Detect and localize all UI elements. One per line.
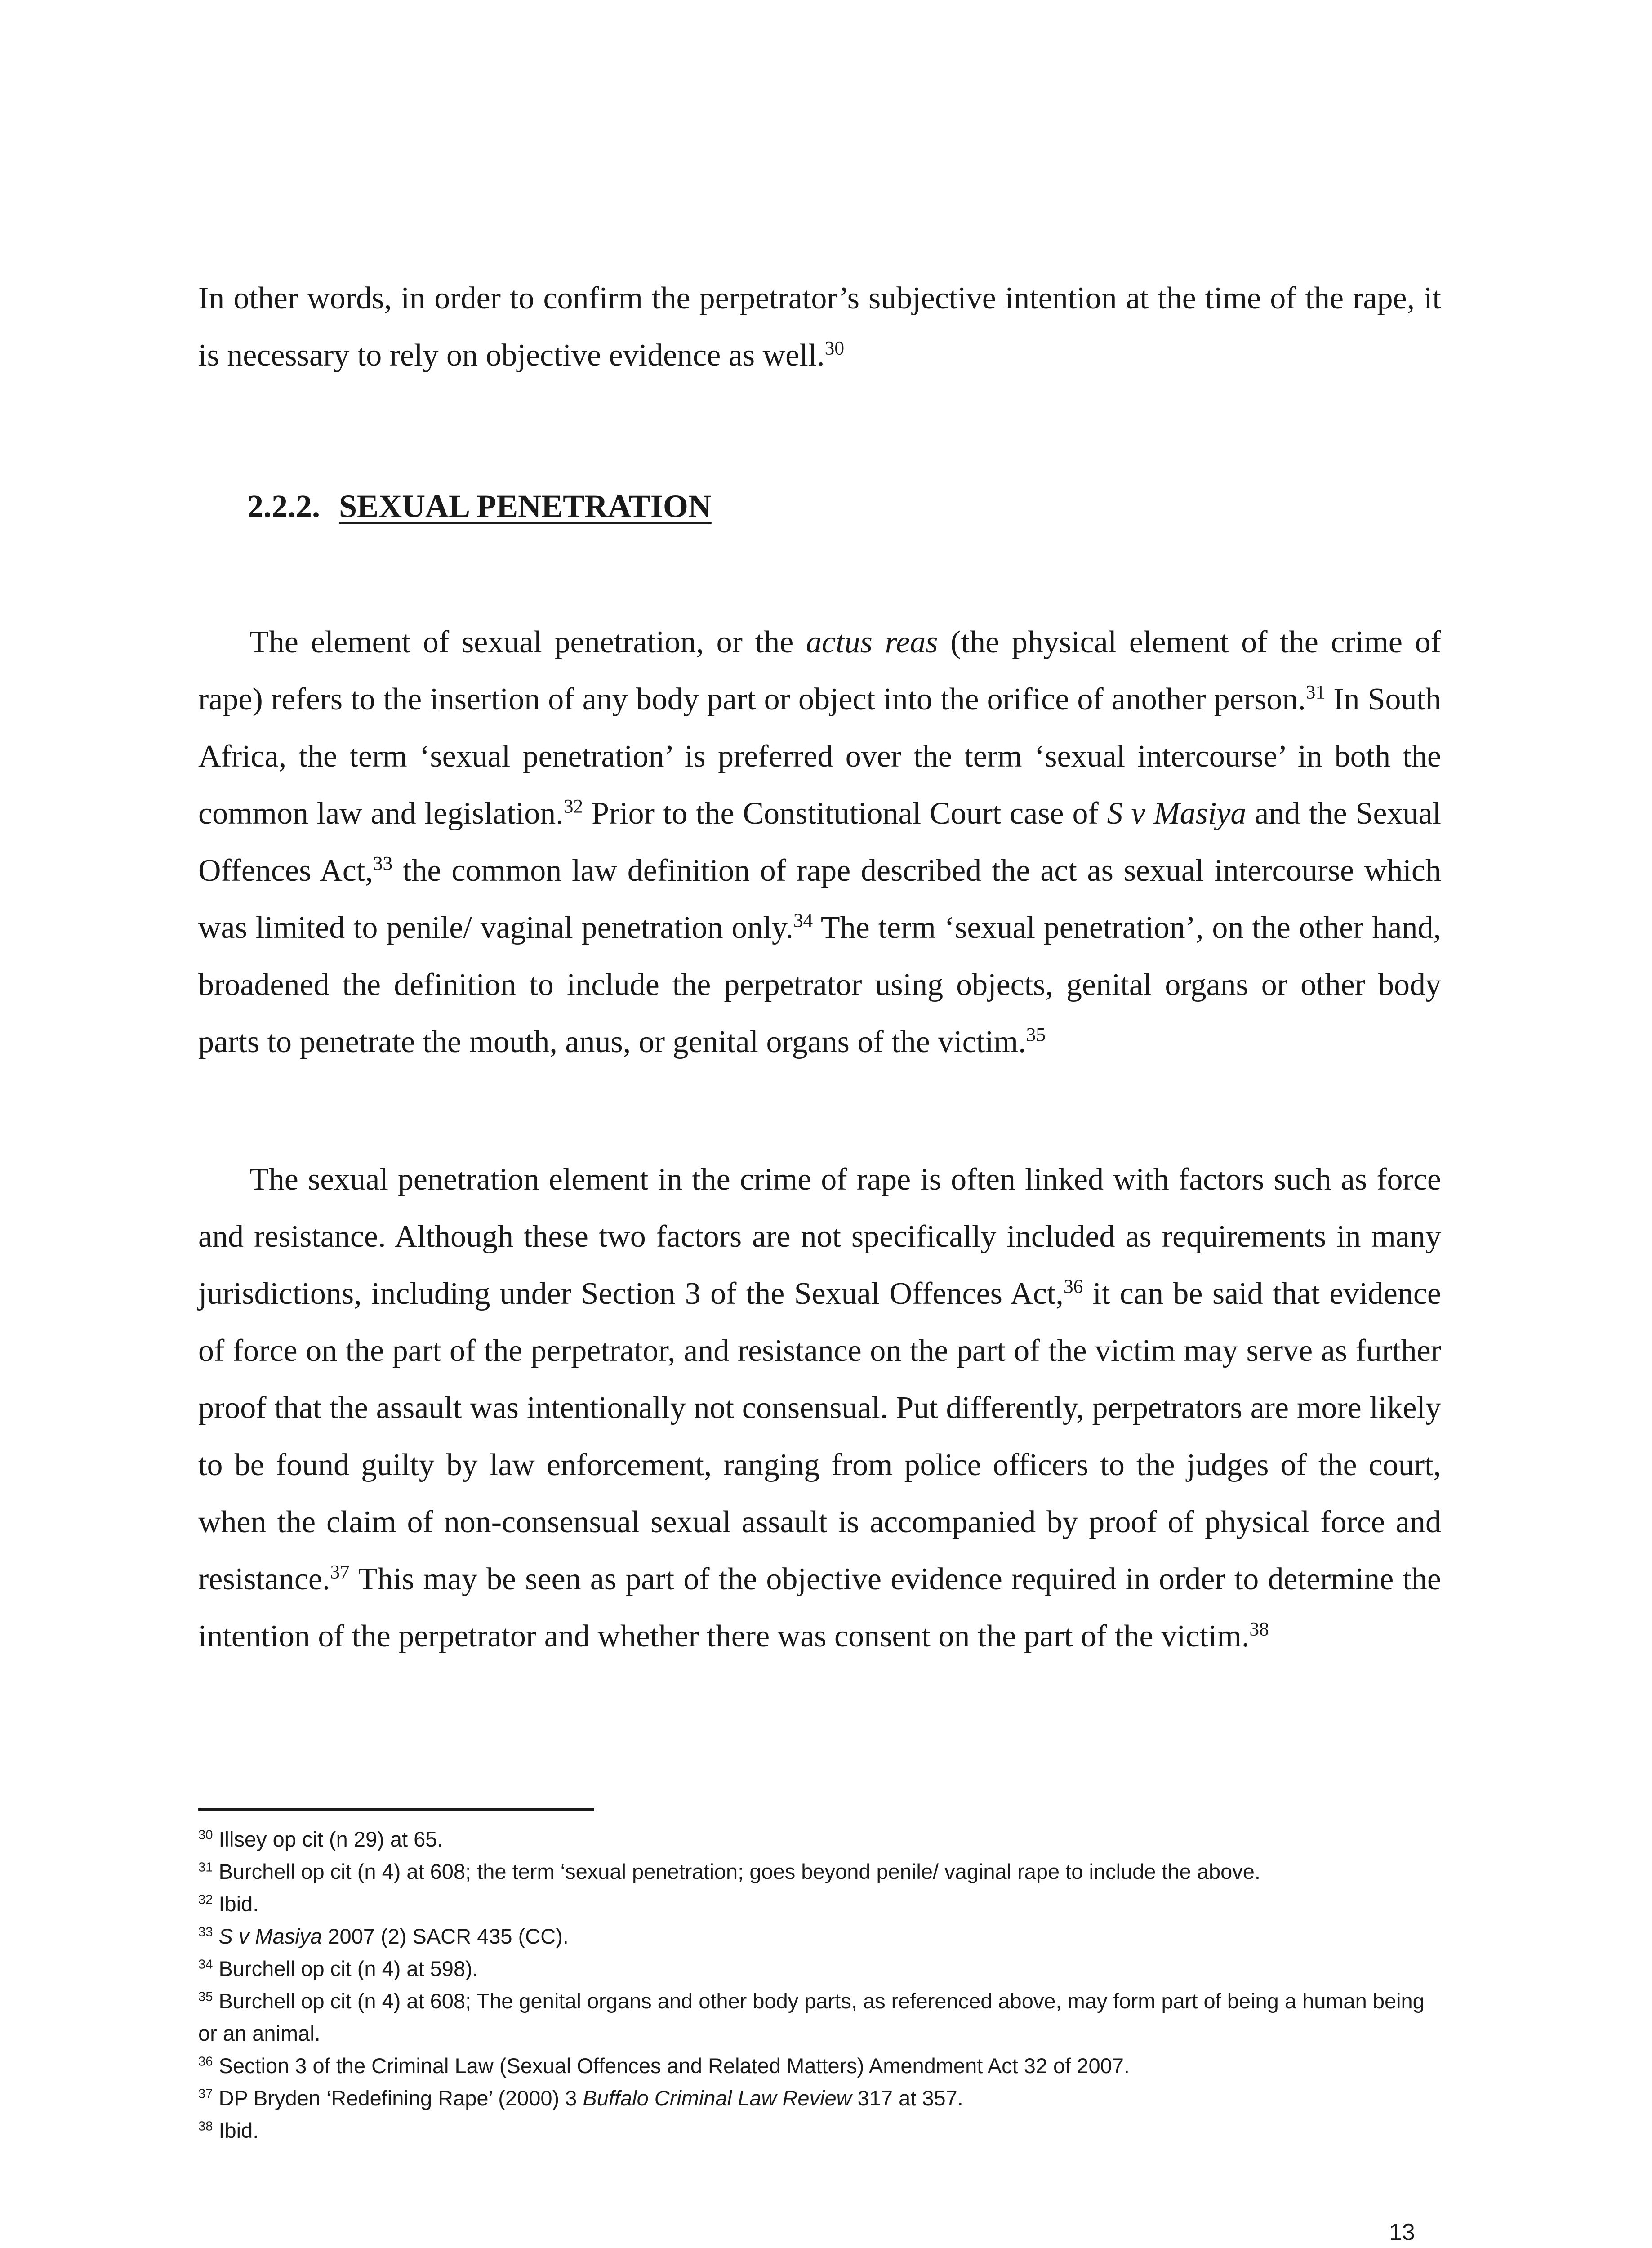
- section-heading: [247, 488, 712, 525]
- para1-emphasis-actus-reas: actus reas: [806, 625, 938, 660]
- footnote-ref-35[interactable]: 35: [1026, 1024, 1046, 1046]
- para2-text: This may be seen as part of the objective evidence required in order to determine the intention of the perpetrator and whether there was consent on the part of the victim.: [198, 1562, 1441, 1654]
- footnote-35: [198, 1985, 1448, 2050]
- footnote-30: [198, 1823, 1448, 1855]
- footnote-ref-36[interactable]: 36: [1063, 1276, 1083, 1298]
- footnote-text: 317 at 357.: [851, 2086, 963, 2110]
- footnote-text: Section 3 of the Criminal Law (Sexual Offences and Related Matters) Amendment Act 32 of 2007.: [213, 2054, 1130, 2078]
- footnote-text: Ibid.: [213, 1892, 259, 1916]
- footnote-text: Burchell op cit (n 4) at 598).: [213, 1957, 478, 1980]
- footnote-ref-34[interactable]: 34: [793, 910, 813, 932]
- footnote-text: Burchell op cit (n 4) at 608; the term ‘sexual penetration; goes beyond penile/ vaginal rape to include the above.: [213, 1860, 1260, 1883]
- para2-text: The sexual penetration element in the crime of rape is often linked with factors such as force and resistance. Although these two factors are not specifically included as requirements in many jurisdictions, including under Section 3 of the Sexual Offences Act,: [198, 1162, 1441, 1311]
- para2-text: it can be said that evidence of force on the part of the perpetrator, and resistance on the part of the victim may serve as further proof that the assault was intentionally not consensual. Put differently, perpetrators are more likely to be found guilty by law enforcement, ranging from police officers to the judges of the court, when the claim of non-consensual sexual assault is accompanied by proof of physical force and resistance.: [198, 1276, 1441, 1597]
- footnote-number: 34: [198, 1957, 213, 1972]
- para1-text: and the Sexual Offences Act,: [198, 796, 1441, 888]
- para1-text: In South Africa, the term ‘sexual penetration’ is preferred over the term ‘sexual intercourse’ in both the common law and legislation.: [198, 682, 1441, 831]
- footnotes: [198, 1823, 1448, 2147]
- footnote-ref-37[interactable]: 37: [330, 1561, 350, 1583]
- page-number: 13: [1389, 2219, 1415, 2245]
- footnote-separator: [198, 1808, 594, 1811]
- footnote-38: [198, 2114, 1448, 2147]
- para1-text: The term ‘sexual penetration’, on the other hand, broadened the definition to include the perpetrator using objects, genital organs or other body parts to penetrate the mouth, anus, or genital organs of the victim.: [198, 910, 1442, 1059]
- footnote-ref-33[interactable]: 33: [373, 852, 393, 874]
- footnote-number: 33: [198, 1925, 213, 1940]
- footnote-text: DP Bryden ‘Redefining Rape’ (2000) 3: [213, 2086, 583, 2110]
- intro-text: In other words, in order to confirm the perpetrator’s subjective intention at the time of the rape, it is necessary to rely on objective evidence as well.: [198, 281, 1441, 373]
- footnote-ref-31[interactable]: 31: [1305, 681, 1326, 703]
- footnote-32: [198, 1888, 1448, 1920]
- paragraph-force-and-resistance: [198, 1151, 1441, 1665]
- intro-paragraph: [198, 270, 1441, 384]
- footnote-number: 38: [198, 2119, 213, 2134]
- paragraph-sexual-penetration-definition: [198, 614, 1441, 1070]
- para1-text: the common law definition of rape described the act as sexual intercourse which was limited to penile/ vaginal penetration only.: [198, 853, 1441, 945]
- footnote-number: 32: [198, 1892, 213, 1907]
- footnote-ref-32[interactable]: 32: [563, 795, 583, 817]
- para1-text: The element of sexual penetration, or the: [249, 625, 806, 660]
- footnote-36: [198, 2050, 1448, 2082]
- footnote-number: 31: [198, 1860, 213, 1875]
- footnote-33: [198, 1920, 1448, 1953]
- footnote-text: 2007 (2) SACR 435 (CC).: [322, 1924, 569, 1948]
- footnote-ref-38[interactable]: 38: [1249, 1618, 1269, 1640]
- section-number: 2.2.2.: [247, 488, 320, 524]
- footnote-34: [198, 1953, 1448, 1985]
- para1-emphasis-case-name: S v Masiya: [1107, 796, 1247, 831]
- footnote-number: 35: [198, 1989, 213, 2004]
- footnote-case-name: S v Masiya: [218, 1924, 322, 1948]
- footnote-text: Illsey op cit (n 29) at 65.: [213, 1827, 443, 1851]
- footnote-number: 36: [198, 2054, 213, 2069]
- footnote-number: 30: [198, 1828, 213, 1842]
- footnote-text: Ibid.: [213, 2119, 259, 2142]
- footnote-37: [198, 2082, 1448, 2114]
- footnote-journal-name: Buffalo Criminal Law Review: [583, 2086, 852, 2110]
- footnote-text: Burchell op cit (n 4) at 608; The genital organs and other body parts, as referenced above, may form part of being a human being or an animal.: [198, 1989, 1425, 2045]
- footnote-ref-30[interactable]: 30: [824, 337, 845, 359]
- footnote-number: 37: [198, 2087, 213, 2101]
- para1-text: Prior to the Constitutional Court case of: [583, 796, 1107, 831]
- section-title: SEXUAL PENETRATION: [339, 488, 712, 524]
- footnote-31: [198, 1855, 1448, 1888]
- para1-text: (the physical element of the crime of rape) refers to the insertion of any body part or object into the orifice of another person.: [198, 625, 1441, 717]
